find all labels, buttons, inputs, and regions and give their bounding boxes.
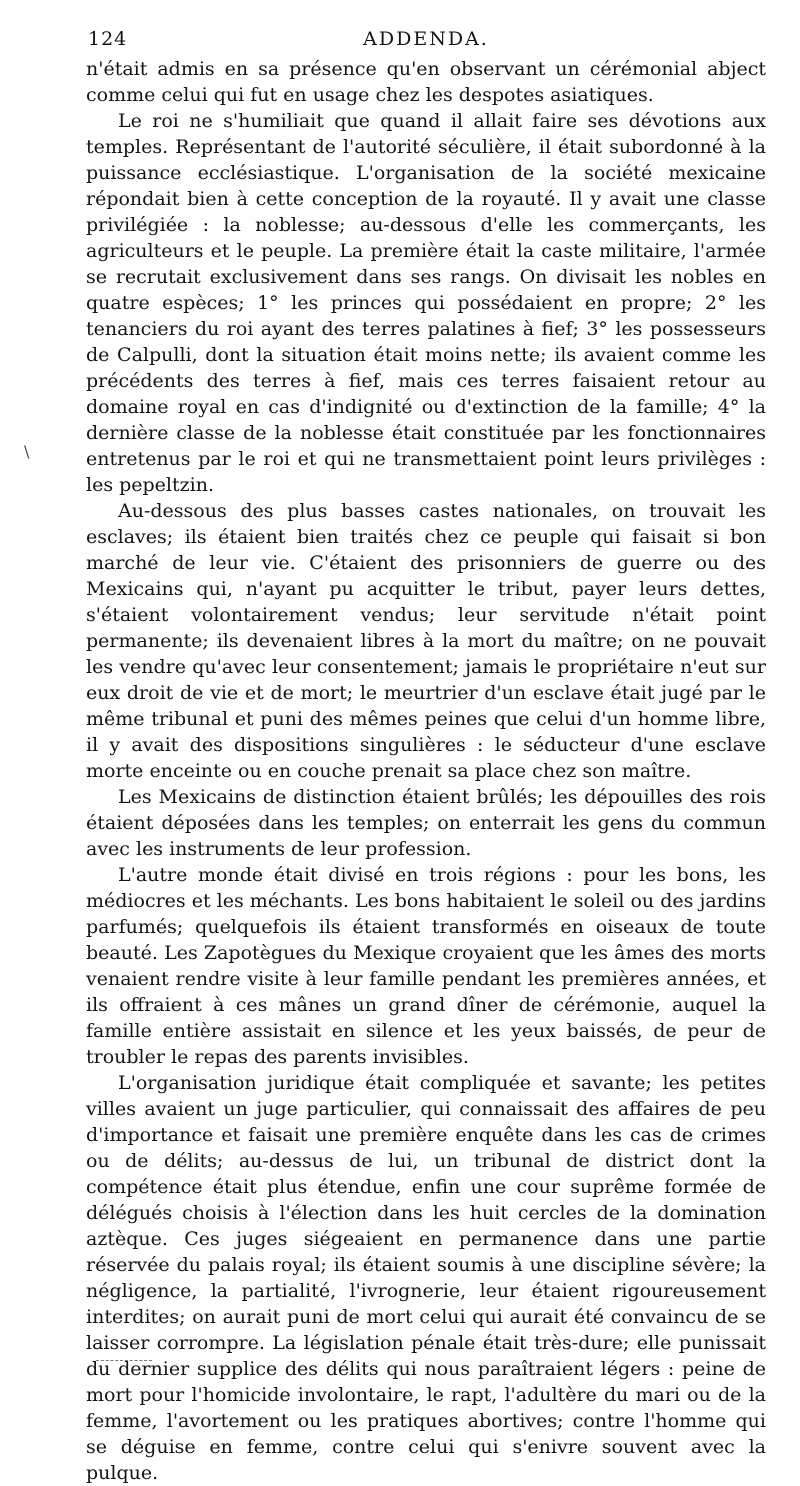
margin-mark: \ (24, 442, 30, 461)
paragraph-slaves: Au-dessous des plus basses castes nationales, on trouvait les esclaves; ils étaient bien traités chez ce peuple qui faisait si bon marché de leur vie. C'étaient des prisonniers de guerre ou des Mexicains qui, n'ayant pu acquitter le tribut, payer leurs dettes, s'étaient volontairement vendus; leur servitude n'était point permanente; ils devenaient libres à la mort du maître; on ne pouvait les vendre qu'avec leur consentement; jamais le propriétaire n'eut sur eux droit de vie et de mort; le meurtrier d'un esclave était jugé par le même tribunal et puni des mêmes peines que celui d'un homme libre, il y avait des dispositions singulières : le séducteur d'une esclave morte enceinte ou en couche prenait sa place chez son maître. (86, 500, 766, 782)
footer-rule (96, 1360, 152, 1361)
paragraph-burials: Les Mexicains de distinction étaient brûlés; les dépouilles des rois étaient déposées dans les temples; on enterrait les gens du commun avec les instruments de leur profession. (86, 786, 766, 860)
page-header (88, 28, 764, 54)
paragraph-continued: n'était admis en sa présence qu'en observant un cérémonial abject comme celui qui fut en usage chez les despotes asiatiques. (86, 58, 766, 106)
paragraph-afterlife: L'autre monde était divisé en trois régions : pour les bons, les médiocres et les méchants. Les bons habitaient le soleil ou des jardins parfumés; quelquefois ils étaient transformés en oiseaux de toute beauté. Les Zapotègues du Mexique croyaient que les âmes des morts venaient rendre visite à leur famille pendant les premières années, et ils offraient à ces mânes un grand dîner de cérémonie, auquel la famille entière assistait en silence et les yeux baissés, de peur de troubler le repas des parents invisibles. (86, 864, 766, 1068)
running-title: ADDENDA. (363, 28, 489, 50)
paragraph-justice: L'organisation juridique était compliquée et savante; les petites villes avaient un juge particulier, qui connaissait des affaires de peu d'importance et faisait une première enquête dans les cas de crimes ou de délits; au-dessus de lui, un tribunal de district dont la compétence était plus étendue, enfin une cour suprême formée de délégués choisis à l'élection dans les huit cercles de la domination aztèque. Ces juges siégeaient en permanence dans une partie réservée du palais royal; ils étaient soumis à une discipline sévère; la négligence, la partialité, l'ivrognerie, leur étaient rigoureusement interdites; on aurait puni de mort celui qui aurait été convaincu de se laisser corrompre. La législation pénale était très-dure; elle punissait du dernier supplice des délits qui nous paraîtraient légers : peine de mort pour l'homicide involontaire, le rapt, l'adultère du mari ou de la femme, l'avortement ou les pratiques abortives; contre l'homme qui se déguise en femme, contre celui qui s'enivre souvent avec la pulque. (86, 1072, 766, 1484)
body-text (86, 56, 766, 1486)
page-number: 124 (88, 28, 128, 50)
paragraph-society: Le roi ne s'humiliait que quand il allait faire ses dévotions aux temples. Représentant de l'autorité séculière, il était subordonné à la puissance ecclésiastique. L'organisation de la société mexicaine répondait bien à cette conception de la royauté. Il y avait une classe privilégiée : la noblesse; au-dessous d'elle les commerçants, les agriculteurs et le peuple. La première était la caste militaire, l'armée se recrutait exclusivement dans ses rangs. On divisait les nobles en quatre espèces; 1° les princes qui possédaient en propre; 2° les tenanciers du roi ayant des terres palatines à fief; 3° les possesseurs de Calpulli, dont la situation était moins nette; ils avaient comme les précédents des terres à fief, mais ces terres faisaient retour au domaine royal en cas d'indignité ou d'extinction de la famille; 4° la dernière classe de la noblesse était constituée par les fonctionnaires entretenus par le roi et qui ne transmettaient point leurs privilèges : les pepeltzin. (86, 110, 766, 496)
